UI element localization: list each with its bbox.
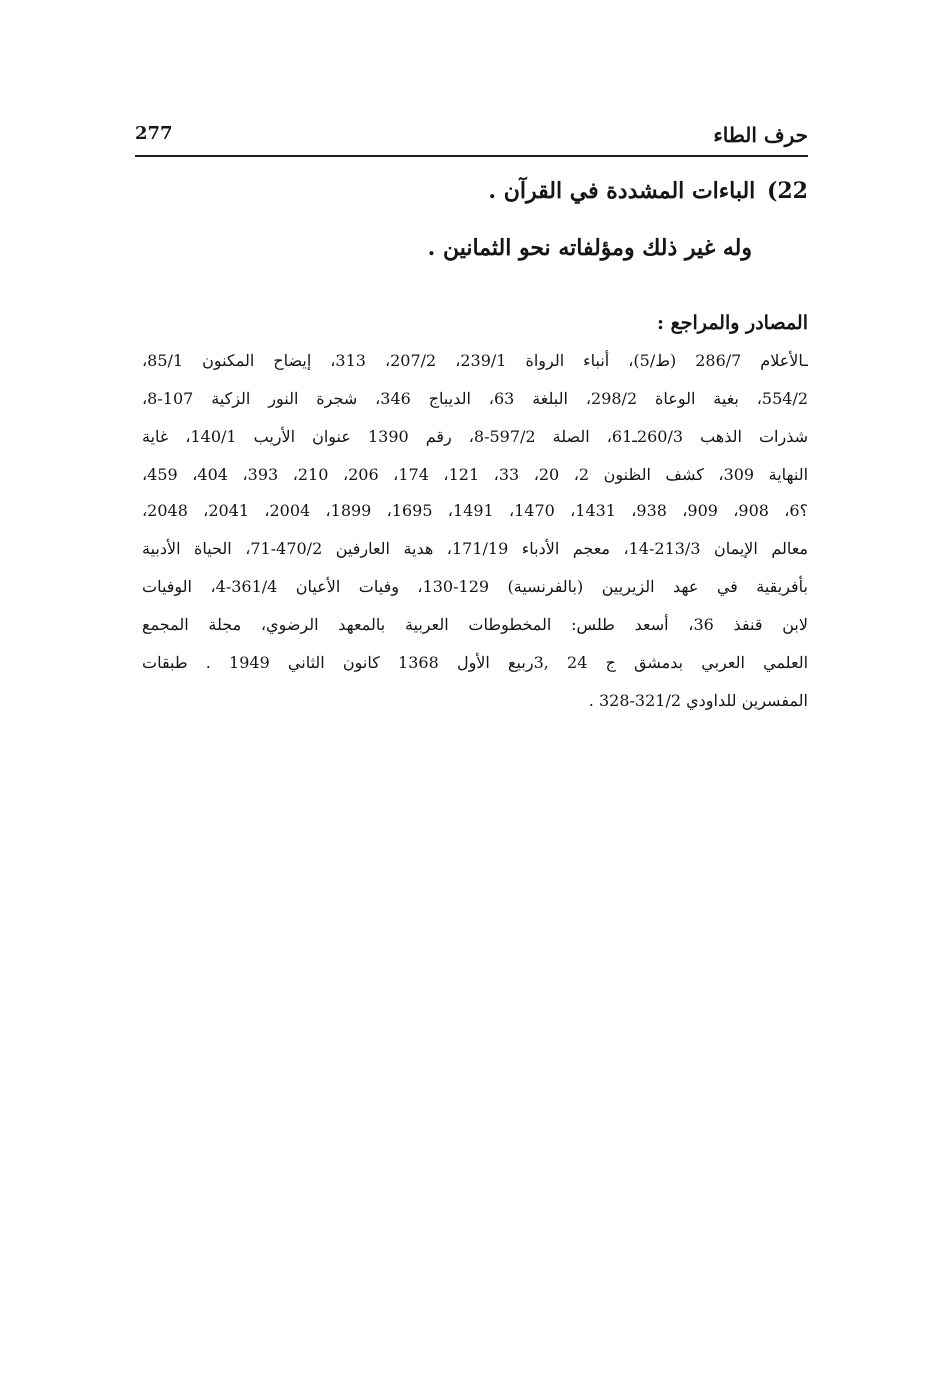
reference-line-last: المفسرين للداودي 321/2-328 . xyxy=(588,691,808,710)
reference-line: ؟6، 908، 909، 938، 1431، 1470، 1491، 1695، 1899، 2004، 2041، 2048، xyxy=(142,501,808,520)
reference-line: بأفريقية في عهد الزيريين (بالفرنسية) 129-130، وفيات الأعيان 361/4-4، الوفيات xyxy=(142,577,808,596)
reference-line: النهاية 309، كشف الظنون 2، 20، 33، 121، 174، 206، 210، 393، 404، 459، xyxy=(142,465,808,484)
works-note: وله غير ذلك ومؤلفاته نحو الثمانين . xyxy=(427,235,752,261)
reference-line: 554/2، بغية الوعاة 298/2، البلغة 63، الديباج 346، شجرة النور الزكية 107-8، xyxy=(142,389,808,408)
references-heading: المصادر والمراجع : xyxy=(656,312,808,334)
item-title: الباءات المشددة في القرآن . xyxy=(488,178,756,204)
reference-line: ـالأعلام 286/7 (ط/5)، أنباء الرواة 239/1، 207/2، 313، إيضاح المكنون 85/1، xyxy=(142,351,808,370)
numbered-work-item xyxy=(488,178,808,204)
reference-line: شذرات الذهب 260/3ـ61، الصلة 597/2-8، رقم 1390 عنوان الأريب 140/1، غاية xyxy=(142,427,808,446)
reference-line: العلمي العربي بدمشق ج 24 ,3ربيع الأول 1368 كانون الثاني 1949 . طبقات xyxy=(142,653,808,672)
reference-line: لابن قنفذ 36، أسعد طلس: المخطوطات العربية بالمعهد الرضوي، مجلة المجمع xyxy=(142,615,808,634)
page-header xyxy=(135,121,808,157)
reference-line: معالم الإيمان 213/3-14، معجم الأدباء 171/19، هدية العارفين 470/2-71، الحياة الأدبية xyxy=(142,539,808,558)
page-number: 277 xyxy=(135,123,173,144)
running-title: حرف الطاء xyxy=(713,123,808,147)
item-number: 22) xyxy=(766,178,808,204)
